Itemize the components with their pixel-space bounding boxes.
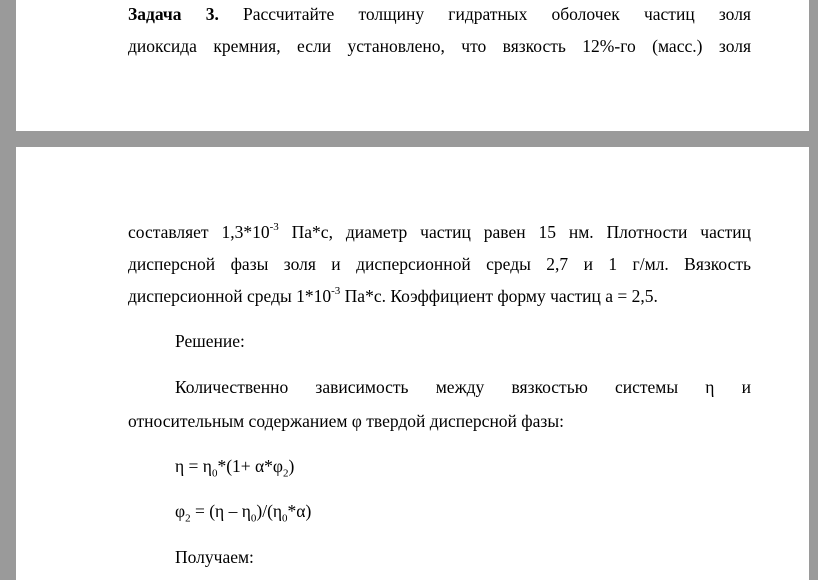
task-line-1 [128, 4, 751, 24]
task-line-2: диоксида кремния, если установлено, что вязкость 12%-го (масс.) золя [128, 36, 751, 56]
task-line-3 [128, 222, 751, 242]
solution-heading: Решение: [175, 331, 245, 351]
paragraph-line-2: относительным содержанием φ твердой дисперсной фазы: [128, 411, 564, 431]
task-line-5 [128, 286, 751, 306]
diameter-text: Па*с, диаметр частиц равен 15 нм. Плотности частиц [278, 222, 751, 242]
medium-viscosity-text: дисперсионной среды 1*10 [128, 286, 332, 306]
formula-2: $\varphi_2 = (\eta - \eta_0)/(\eta_0*\alpha)$ [175, 501, 312, 525]
viscosity-text: составляет 1,3*10 [128, 222, 270, 242]
document-page-1 [16, 0, 809, 131]
exponent: -3 [331, 285, 341, 298]
document-page-2 [16, 147, 809, 580]
task-line-4: дисперсной фазы золя и дисперсионной среды 2,7 и 1 г/мл. Вязкость [128, 254, 751, 274]
task-label: Задача 3. [128, 4, 219, 24]
shape-coefficient-text: Па*с. Коэффициент форму частиц а = 2,5. [340, 286, 658, 306]
result-label: Получаем: [175, 547, 254, 567]
formula-1: $\eta = \eta_0*(1+ \alpha*\varphi_2)$ [175, 456, 295, 480]
paragraph-line-1: Количественно зависимость между вязкостью системы η и [175, 377, 751, 397]
exponent: -3 [269, 221, 279, 234]
task-text-1: Рассчитайте толщину гидратных оболочек частиц золя [218, 4, 751, 24]
